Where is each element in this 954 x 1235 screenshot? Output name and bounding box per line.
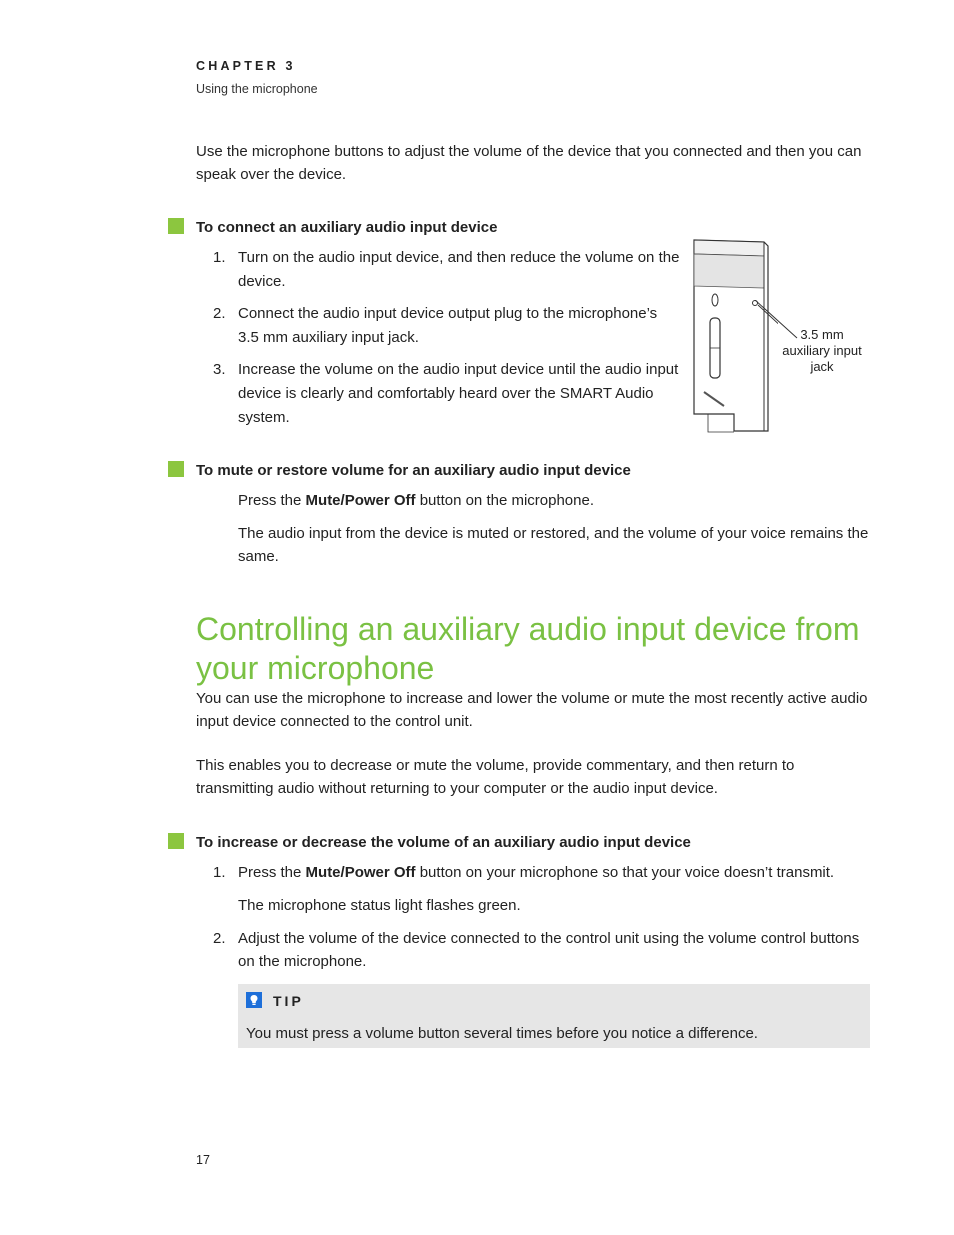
- tip-box: [238, 984, 870, 1048]
- intro-paragraph: Use the microphone buttons to adjust the volume of the device that you connected and then you can speak over the device.: [196, 143, 862, 183]
- procedure-connect-heading: [168, 218, 497, 236]
- list-item: 1. Turn on the audio input device, and then reduce the volume on the device.: [213, 249, 680, 290]
- section-paragraph-1: You can use the microphone to increase and lower the volume or mute the most recently active audio input device connected to the control unit.: [196, 690, 868, 730]
- chapter-title: Using the microphone: [196, 82, 318, 96]
- list-item: 1. Press the Mute/Power Off button on your microphone so that your voice doesn’t transmit. The microphone status light flashes green.: [196, 861, 886, 917]
- procedure-marker-icon: [168, 461, 184, 477]
- figure-caption: 3.5 mm auxiliary input jack: [782, 327, 862, 374]
- tip-title: TIP: [273, 993, 304, 1009]
- procedure-adjust-heading: [168, 833, 691, 851]
- tip-text: You must press a volume button several times before you notice a difference.: [246, 1025, 758, 1042]
- section-paragraph-2: This enables you to decrease or mute the volume, provide commentary, and then return to transmitting audio without returning to your computer or the audio input device.: [196, 757, 795, 797]
- step-note: The microphone status light flashes green.: [238, 897, 521, 914]
- procedure-marker-icon: [168, 833, 184, 849]
- chapter-label: CHAPTER 3: [196, 59, 296, 73]
- procedure-mute-heading: [168, 461, 631, 479]
- list-item: 2. Adjust the volume of the device connected to the control unit using the volume control buttons on the microphone.: [213, 930, 860, 970]
- page-number: 17: [196, 1153, 210, 1167]
- mute-result: The audio input from the device is muted or restored, and the volume of your voice remains the same.: [238, 525, 869, 565]
- adjust-steps-list: [196, 861, 886, 973]
- section-heading: Controlling an auxiliary audio input device from your microphone: [196, 611, 860, 686]
- lightbulb-icon: [246, 992, 262, 1008]
- connect-steps-list: [196, 246, 686, 430]
- procedure-connect-title: To connect an auxiliary audio input device: [196, 219, 498, 236]
- list-item: 2. Connect the audio input device output plug to the microphone’s 3.5 mm auxiliary input jack.: [213, 305, 658, 346]
- procedure-marker-icon: [168, 218, 184, 234]
- procedure-adjust-title: To increase or decrease the volume of an auxiliary audio input device: [196, 834, 691, 851]
- procedure-mute-title: To mute or restore volume for an auxiliary audio input device: [196, 462, 631, 479]
- mute-instruction: Press the Mute/Power Off button on the microphone.: [238, 492, 595, 509]
- list-item: 3. Increase the volume on the audio input device until the audio input device is clearly and comfortably heard over the SMART Audio system.: [213, 361, 679, 426]
